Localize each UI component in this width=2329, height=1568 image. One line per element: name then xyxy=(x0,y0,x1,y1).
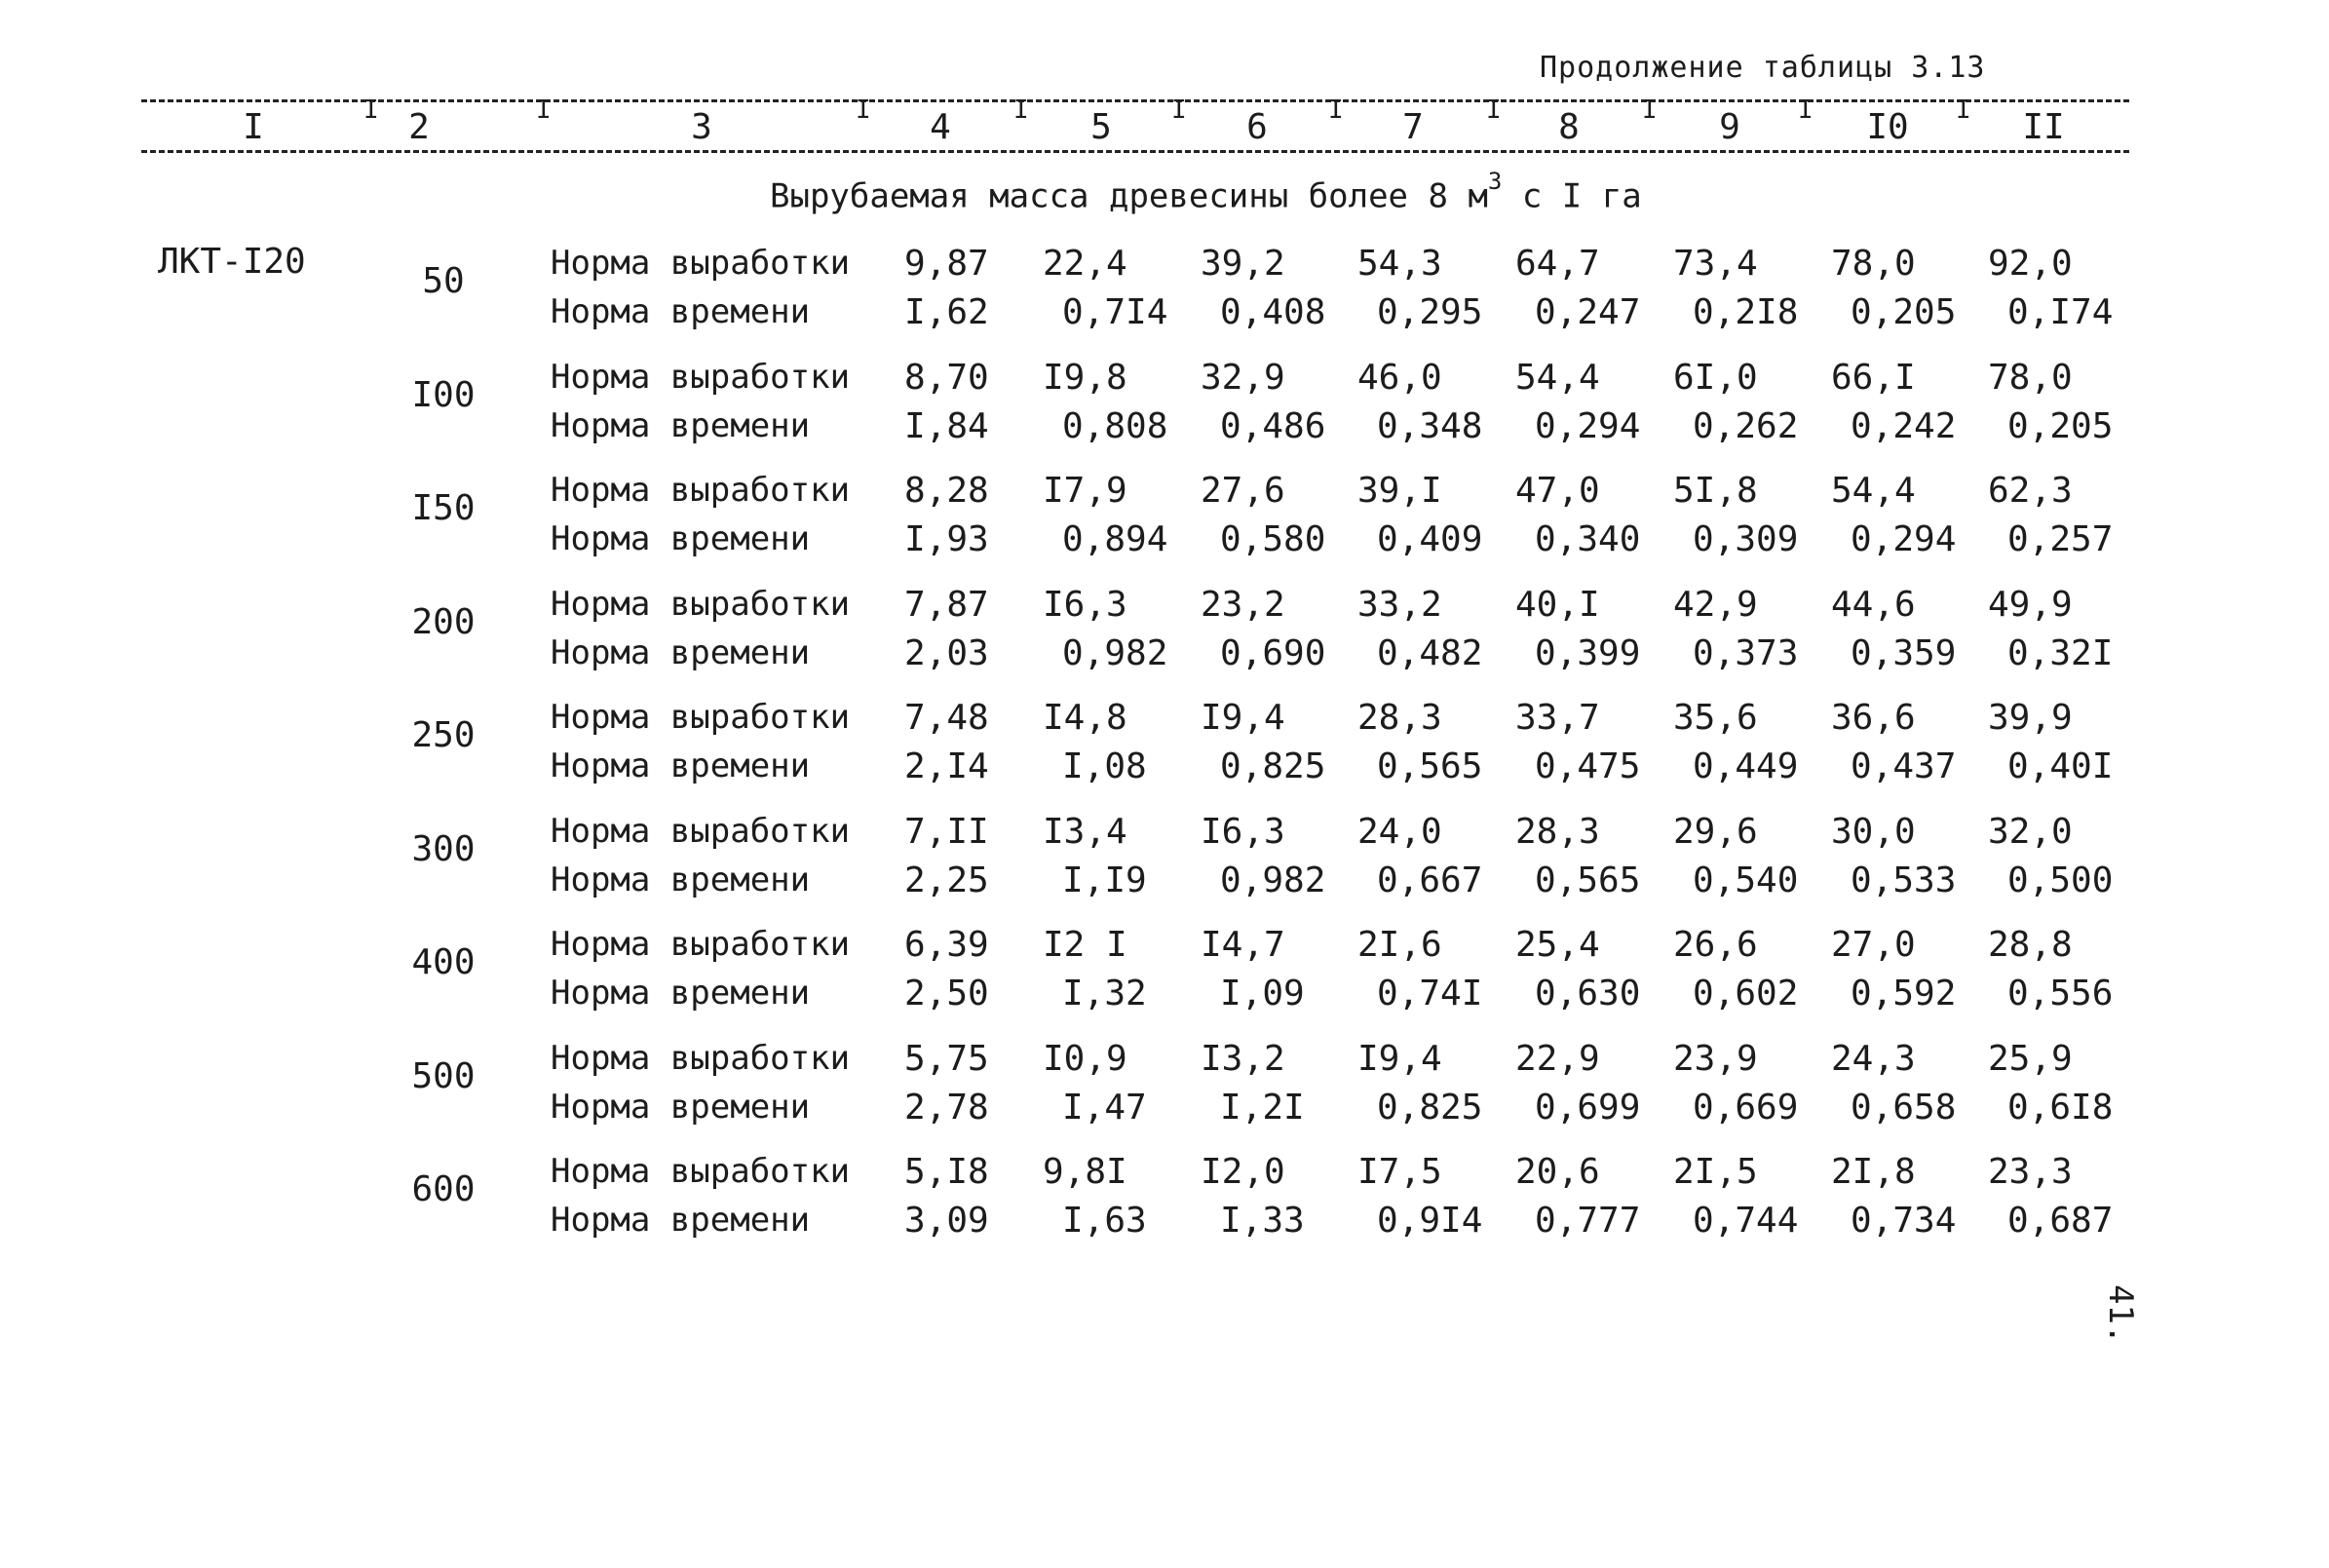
header-col-8: 8 xyxy=(1558,107,1580,147)
time-value-cell: I,32 xyxy=(1062,974,1147,1013)
time-value-cell: 0,580 xyxy=(1220,519,1326,559)
header-col-1: I xyxy=(243,107,264,147)
time-value-cell: 0,205 xyxy=(1851,292,1957,332)
header-col-10: I0 xyxy=(1866,107,1909,147)
output-value-cell: 40,I xyxy=(1515,584,1600,625)
time-value-cell: 0,295 xyxy=(1377,292,1483,332)
time-value-cell: 0,294 xyxy=(1851,519,1957,559)
distance-cell: 500 xyxy=(411,1055,476,1096)
time-value-cell: 0,247 xyxy=(1535,292,1641,332)
output-value-cell: 47,0 xyxy=(1515,471,1600,511)
time-value-cell: I,62 xyxy=(904,292,989,332)
time-value-cell: 0,687 xyxy=(2007,1201,2114,1241)
time-value-cell: 0,825 xyxy=(1220,746,1326,786)
table-row-group xyxy=(0,471,2329,578)
output-value-cell: 92,0 xyxy=(1988,244,2073,284)
header-separator: I xyxy=(1013,96,1029,125)
header-separator: I xyxy=(1798,96,1814,125)
table-continuation-note: Продолжение таблицы 3.13 xyxy=(1540,51,1986,85)
time-value-cell: 0,9I4 xyxy=(1377,1201,1483,1241)
time-value-cell: 2,I4 xyxy=(904,746,989,786)
header-separator: I xyxy=(1642,96,1658,125)
time-value-cell: 0,669 xyxy=(1693,1087,1799,1128)
time-value-cell: 0,699 xyxy=(1535,1087,1641,1128)
time-value-cell: 0,667 xyxy=(1377,860,1483,900)
header-col-6: 6 xyxy=(1246,107,1268,147)
distance-cell: 250 xyxy=(411,715,476,755)
time-value-cell: 0,482 xyxy=(1377,632,1483,673)
output-value-cell: 9,8I xyxy=(1043,1152,1127,1192)
output-value-cell: I7,9 xyxy=(1043,471,1127,511)
time-value-cell: 0,40I xyxy=(2007,746,2114,786)
time-value-cell: 0,565 xyxy=(1535,860,1641,900)
time-value-cell: I,47 xyxy=(1062,1087,1147,1128)
output-value-cell: 23,3 xyxy=(1988,1152,2073,1192)
output-norm-label: Норма выработки xyxy=(551,584,851,624)
output-value-cell: 24,0 xyxy=(1357,811,1442,852)
time-value-cell: 3,09 xyxy=(904,1201,989,1241)
time-norm-label: Норма времени xyxy=(551,860,811,899)
time-value-cell: 0,825 xyxy=(1377,1087,1483,1128)
output-value-cell: 78,0 xyxy=(1831,244,1916,284)
output-value-cell: 25,4 xyxy=(1515,925,1600,965)
time-value-cell: I,93 xyxy=(904,519,989,559)
output-value-cell: I2 I xyxy=(1043,925,1127,965)
time-value-cell: 0,409 xyxy=(1377,519,1483,559)
output-value-cell: I3,4 xyxy=(1043,811,1127,852)
time-value-cell: 0,257 xyxy=(2007,519,2114,559)
output-value-cell: 23,9 xyxy=(1673,1038,1758,1079)
output-value-cell: I4,7 xyxy=(1201,925,1285,965)
output-value-cell: 2I,5 xyxy=(1673,1152,1758,1192)
output-value-cell: I2,0 xyxy=(1201,1152,1285,1192)
output-value-cell: 5I,8 xyxy=(1673,471,1758,511)
caption-text: Вырубаемая масса древесины более 8 м xyxy=(770,176,1488,216)
table-row-group xyxy=(0,1152,2329,1259)
time-norm-label: Норма времени xyxy=(551,519,811,558)
output-value-cell: 33,2 xyxy=(1357,584,1442,625)
output-value-cell: 33,7 xyxy=(1515,698,1600,738)
output-value-cell: 22,4 xyxy=(1043,244,1127,284)
output-value-cell: I6,3 xyxy=(1043,584,1127,625)
time-value-cell: 0,486 xyxy=(1220,405,1326,446)
distance-cell: 400 xyxy=(411,942,476,982)
header-col-5: 5 xyxy=(1090,107,1112,147)
header-separator: I xyxy=(856,96,871,125)
output-value-cell: 39,9 xyxy=(1988,698,2073,738)
time-value-cell: I,08 xyxy=(1062,746,1147,786)
machine-model: ЛКТ-I20 xyxy=(158,242,306,282)
header-col-4: 4 xyxy=(930,107,951,147)
output-value-cell: 8,28 xyxy=(904,471,989,511)
time-value-cell: I,I9 xyxy=(1062,860,1147,900)
time-value-cell: 0,602 xyxy=(1693,974,1799,1013)
output-value-cell: 7,48 xyxy=(904,698,989,738)
output-value-cell: 28,3 xyxy=(1515,811,1600,852)
output-value-cell: 30,0 xyxy=(1831,811,1916,852)
table-row-group xyxy=(0,812,2329,919)
output-norm-label: Норма выработки xyxy=(551,244,851,283)
output-value-cell: I6,3 xyxy=(1201,811,1285,852)
output-value-cell: 9,87 xyxy=(904,244,989,284)
output-value-cell: 29,6 xyxy=(1673,811,1758,852)
header-bottom-rule xyxy=(141,150,2129,153)
output-value-cell: 32,0 xyxy=(1988,811,2073,852)
output-value-cell: 35,6 xyxy=(1673,698,1758,738)
time-norm-label: Норма времени xyxy=(551,746,811,785)
output-value-cell: 20,6 xyxy=(1515,1152,1600,1192)
output-value-cell: I9,4 xyxy=(1357,1038,1442,1079)
time-value-cell: 0,449 xyxy=(1693,746,1799,786)
output-value-cell: I9,4 xyxy=(1201,698,1285,738)
output-norm-label: Норма выработки xyxy=(551,698,851,737)
time-value-cell: 0,2I8 xyxy=(1693,292,1799,332)
header-separator: I xyxy=(1328,96,1344,125)
time-value-cell: 0,359 xyxy=(1851,632,1957,673)
time-value-cell: 0,437 xyxy=(1851,746,1957,786)
table-row-group xyxy=(0,358,2329,465)
time-norm-label: Норма времени xyxy=(551,1087,811,1127)
time-value-cell: 2,25 xyxy=(904,860,989,900)
header-col-9: 9 xyxy=(1719,107,1740,147)
time-value-cell: 0,32I xyxy=(2007,632,2114,673)
time-value-cell: 2,03 xyxy=(904,632,989,673)
output-value-cell: I9,8 xyxy=(1043,357,1127,398)
time-value-cell: 0,294 xyxy=(1535,405,1641,446)
output-value-cell: 6,39 xyxy=(904,925,989,965)
time-value-cell: 2,78 xyxy=(904,1087,989,1128)
output-value-cell: 44,6 xyxy=(1831,584,1916,625)
time-value-cell: 0,556 xyxy=(2007,974,2114,1013)
header-top-rule xyxy=(141,99,2129,102)
time-value-cell: 0,475 xyxy=(1535,746,1641,786)
header-col-11: II xyxy=(2022,107,2065,147)
output-value-cell: 22,9 xyxy=(1515,1038,1600,1079)
table-row-group xyxy=(0,244,2329,351)
table-row-group xyxy=(0,925,2329,1032)
time-norm-label: Норма времени xyxy=(551,405,811,445)
distance-cell: 600 xyxy=(411,1169,476,1209)
time-value-cell: 0,777 xyxy=(1535,1201,1641,1241)
table-row-group xyxy=(0,1039,2329,1146)
time-value-cell: 0,7I4 xyxy=(1062,292,1168,332)
table-header xyxy=(141,90,2129,160)
time-norm-label: Норма времени xyxy=(551,292,811,331)
time-norm-label: Норма времени xyxy=(551,632,811,672)
time-norm-label: Норма времени xyxy=(551,974,811,1013)
header-separator: I xyxy=(1171,96,1187,125)
time-norm-label: Норма времени xyxy=(551,1201,811,1240)
output-value-cell: 26,6 xyxy=(1673,925,1758,965)
distance-cell: I00 xyxy=(411,374,476,415)
output-value-cell: 64,7 xyxy=(1515,244,1600,284)
output-norm-label: Норма выработки xyxy=(551,1038,851,1078)
output-norm-label: Норма выработки xyxy=(551,925,851,964)
time-value-cell: 0,744 xyxy=(1693,1201,1799,1241)
time-value-cell: 0,734 xyxy=(1851,1201,1957,1241)
time-value-cell: I,09 xyxy=(1220,974,1305,1013)
caption-superscript: 3 xyxy=(1487,168,1503,195)
output-value-cell: 24,3 xyxy=(1831,1038,1916,1079)
output-value-cell: 27,0 xyxy=(1831,925,1916,965)
output-value-cell: 49,9 xyxy=(1988,584,2073,625)
time-value-cell: 0,74I xyxy=(1377,974,1483,1013)
output-value-cell: 25,9 xyxy=(1988,1038,2073,1079)
time-value-cell: I,33 xyxy=(1220,1201,1305,1241)
header-separator: I xyxy=(1486,96,1502,125)
output-value-cell: 54,4 xyxy=(1831,471,1916,511)
time-value-cell: 0,309 xyxy=(1693,519,1799,559)
output-value-cell: 7,87 xyxy=(904,584,989,625)
output-norm-label: Норма выработки xyxy=(551,811,851,851)
header-col-2: 2 xyxy=(408,107,430,147)
output-value-cell: 28,3 xyxy=(1357,698,1442,738)
time-value-cell: I,84 xyxy=(904,405,989,446)
output-value-cell: 36,6 xyxy=(1831,698,1916,738)
output-value-cell: 66,I xyxy=(1831,357,1916,398)
time-value-cell: 0,408 xyxy=(1220,292,1326,332)
header-separator: I xyxy=(363,96,379,125)
output-value-cell: 7,II xyxy=(904,811,989,852)
table-row-group xyxy=(0,698,2329,805)
time-value-cell: I,2I xyxy=(1220,1087,1305,1128)
header-separator: I xyxy=(1956,96,1971,125)
time-value-cell: 0,373 xyxy=(1693,632,1799,673)
time-value-cell: 0,533 xyxy=(1851,860,1957,900)
time-value-cell: 0,205 xyxy=(2007,405,2114,446)
time-value-cell: 0,894 xyxy=(1062,519,1168,559)
output-value-cell: 42,9 xyxy=(1673,584,1758,625)
output-value-cell: 27,6 xyxy=(1201,471,1285,511)
output-value-cell: 23,2 xyxy=(1201,584,1285,625)
table-row-group xyxy=(0,585,2329,692)
distance-cell: 200 xyxy=(411,601,476,642)
page-number: 41. xyxy=(2101,1284,2140,1345)
time-value-cell: 0,6I8 xyxy=(2007,1087,2114,1128)
time-value-cell: 0,399 xyxy=(1535,632,1641,673)
time-value-cell: 0,658 xyxy=(1851,1087,1957,1128)
output-value-cell: 32,9 xyxy=(1201,357,1285,398)
output-norm-label: Норма выработки xyxy=(551,471,851,510)
distance-cell: 50 xyxy=(422,261,465,301)
output-value-cell: 8,70 xyxy=(904,357,989,398)
time-value-cell: 0,982 xyxy=(1062,632,1168,673)
output-value-cell: I7,5 xyxy=(1357,1152,1442,1192)
time-value-cell: 0,I74 xyxy=(2007,292,2114,332)
time-value-cell: 0,262 xyxy=(1693,405,1799,446)
time-value-cell: 0,340 xyxy=(1535,519,1641,559)
output-value-cell: I3,2 xyxy=(1201,1038,1285,1079)
distance-cell: I50 xyxy=(411,488,476,528)
output-value-cell: 39,2 xyxy=(1201,244,1285,284)
output-value-cell: 2I,6 xyxy=(1357,925,1442,965)
output-value-cell: 5,I8 xyxy=(904,1152,989,1192)
time-value-cell: 0,348 xyxy=(1377,405,1483,446)
output-value-cell: I4,8 xyxy=(1043,698,1127,738)
output-value-cell: 78,0 xyxy=(1988,357,2073,398)
output-value-cell: 54,4 xyxy=(1515,357,1600,398)
time-value-cell: 0,500 xyxy=(2007,860,2114,900)
output-norm-label: Норма выработки xyxy=(551,1152,851,1191)
output-value-cell: 54,3 xyxy=(1357,244,1442,284)
distance-cell: 300 xyxy=(411,828,476,869)
header-col-3: 3 xyxy=(691,107,712,147)
header-col-7: 7 xyxy=(1402,107,1424,147)
time-value-cell: 0,242 xyxy=(1851,405,1957,446)
time-value-cell: 0,982 xyxy=(1220,860,1326,900)
time-value-cell: 0,630 xyxy=(1535,974,1641,1013)
output-norm-label: Норма выработки xyxy=(551,357,851,397)
time-value-cell: 0,808 xyxy=(1062,405,1168,446)
output-value-cell: 6I,0 xyxy=(1673,357,1758,398)
time-value-cell: I,63 xyxy=(1062,1201,1147,1241)
time-value-cell: 0,565 xyxy=(1377,746,1483,786)
output-value-cell: 2I,8 xyxy=(1831,1152,1916,1192)
table-section-caption xyxy=(770,168,1642,216)
output-value-cell: 28,8 xyxy=(1988,925,2073,965)
output-value-cell: 5,75 xyxy=(904,1038,989,1079)
output-value-cell: 73,4 xyxy=(1673,244,1758,284)
time-value-cell: 0,690 xyxy=(1220,632,1326,673)
output-value-cell: I0,9 xyxy=(1043,1038,1127,1079)
header-separator: I xyxy=(536,96,552,125)
caption-tail: с I га xyxy=(1521,176,1642,216)
output-value-cell: 62,3 xyxy=(1988,471,2073,511)
output-value-cell: 46,0 xyxy=(1357,357,1442,398)
output-value-cell: 39,I xyxy=(1357,471,1442,511)
time-value-cell: 0,592 xyxy=(1851,974,1957,1013)
time-value-cell: 2,50 xyxy=(904,974,989,1013)
time-value-cell: 0,540 xyxy=(1693,860,1799,900)
